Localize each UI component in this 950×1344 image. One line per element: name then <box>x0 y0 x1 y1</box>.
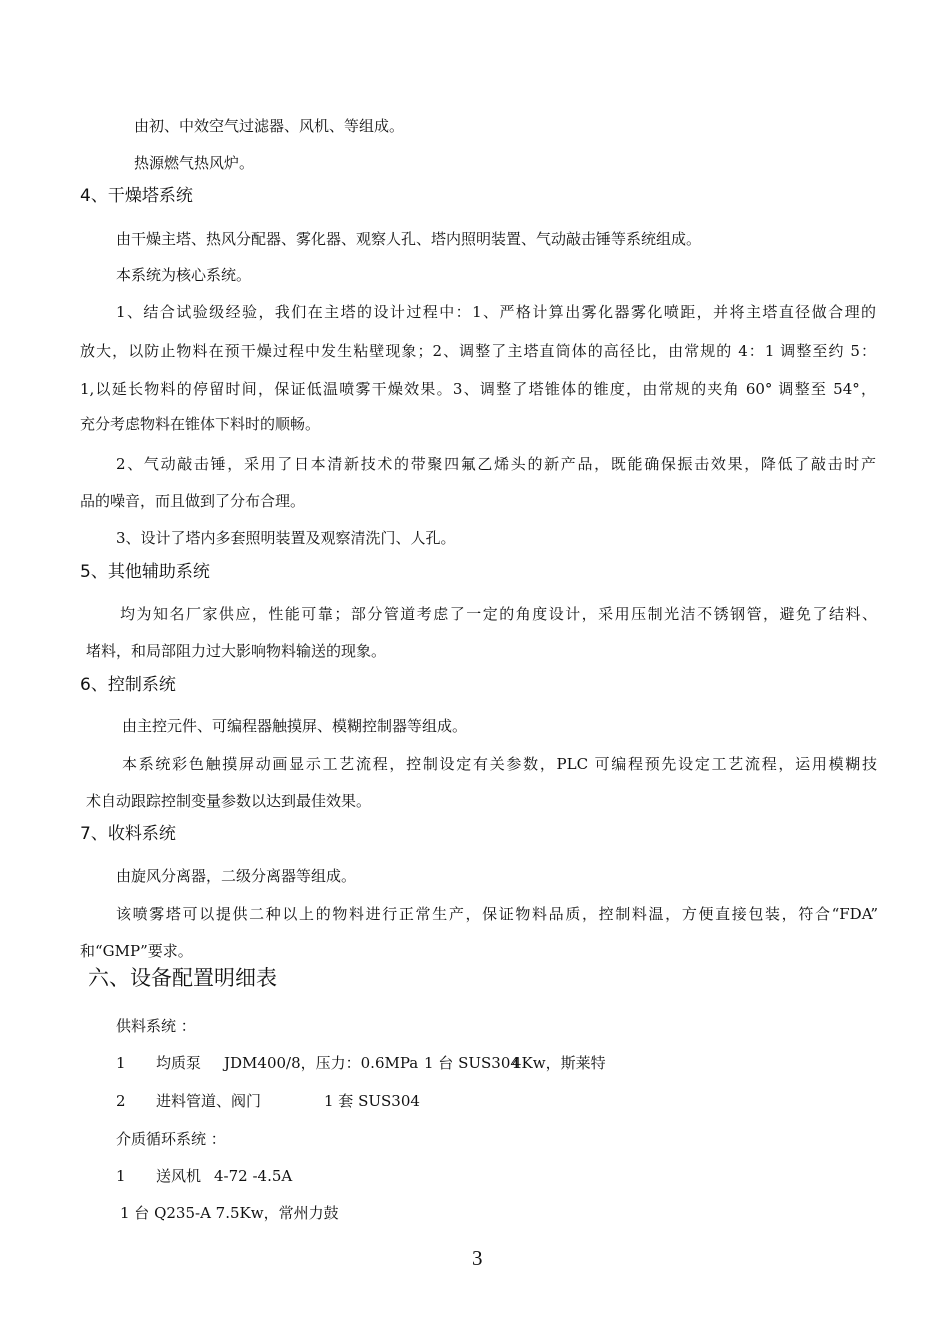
item-number: 1 <box>116 1167 126 1185</box>
item-quantity: 1 台 SUS304 <box>424 1054 520 1072</box>
section-4-title: 4、干燥塔系统 <box>80 186 193 206</box>
equipment-row-2 <box>116 1091 420 1111</box>
s4-paragraph-2: 本系统为核心系统。 <box>116 266 252 284</box>
s4-paragraph-3-line-3: 1,以延长物料的停留时间，保证低温喷雾干燥效果。3、调整了塔锥体的锥度，由常规的夹角 60° 调整至 54°， <box>80 380 876 398</box>
s7-paragraph-2-line-1: 该喷雾塔可以提供二种以上的物料进行正常生产，保证物料品质，控制料温，方便直接包装，符合“FDA” <box>116 905 878 923</box>
section-6-title: 6、控制系统 <box>80 675 176 695</box>
equipment-row-3-detail: 1 台 Q235-A 7.5Kw，常州力鼓 <box>120 1204 339 1222</box>
item-name: 进料管道、阀门 <box>156 1092 262 1110</box>
s6-paragraph-2-line-1: 本系统彩色触摸屏动画显示工艺流程，控制设定有关参数，PLC 可编程预先设定工艺流程，运用模糊技 <box>122 755 877 773</box>
section-7-title: 7、收料系统 <box>80 824 176 844</box>
section-six-title: 六、设备配置明细表 <box>88 966 277 990</box>
item-number: 1 <box>116 1054 126 1072</box>
section-5-title: 5、其他辅助系统 <box>80 562 210 582</box>
s4-paragraph-3-line-2: 放大，以防止物料在预干燥过程中发生粘壁现象；2、调整了主塔直筒体的高径比，由常规的 4：1 调整至约 5： <box>80 342 876 360</box>
item-spec: 4-72 -4.5A <box>214 1167 293 1185</box>
s4-paragraph-3-line-4: 充分考虑物料在锥体下料时的顺畅。 <box>80 415 321 433</box>
medium-system-label: 介质循环系统 ： <box>116 1130 226 1148</box>
item-power: 4Kw，斯莱特 <box>512 1054 606 1072</box>
item-name: 均质泵 <box>156 1054 202 1072</box>
s4-paragraph-5: 3、设计了塔内多套照明装置及观察清洗门、人孔。 <box>116 529 456 547</box>
item-number: 2 <box>116 1092 126 1110</box>
item-name: 送风机 <box>156 1167 202 1185</box>
supply-system-label: 供料系统 ： <box>116 1017 196 1035</box>
s4-paragraph-3-line-1: 1、结合试验级经验，我们在主塔的设计过程中：1、严格计算出雾化器雾化喷距，并将主塔直径做合理的 <box>116 303 876 321</box>
s6-paragraph-1: 由主控元件、可编程器触摸屏、模糊控制器等组成。 <box>122 717 468 735</box>
s6-paragraph-2-line-2: 术自动跟踪控制变量参数以达到最佳效果。 <box>86 792 372 810</box>
page-number: 3 <box>472 1246 483 1270</box>
s5-paragraph-line-2: 堵料，和局部阻力过大影响物料输送的现象。 <box>86 642 387 660</box>
supply-air-desc: 由初、中效空气过滤器、风机、等组成。 <box>134 117 405 135</box>
item-quantity: 1 套 SUS304 <box>324 1092 420 1110</box>
item-spec: JDM400/8，压力：0.6MPa <box>224 1054 419 1072</box>
s4-paragraph-4-line-1: 2、气动敲击锤，采用了日本清新技术的带聚四氟乙烯头的新产品，既能确保振击效果，降低了敲击时产 <box>116 455 876 473</box>
equipment-row-3 <box>116 1166 292 1186</box>
s7-paragraph-1: 由旋风分离器，二级分离器等组成。 <box>116 867 357 885</box>
s4-paragraph-4-line-2: 品的噪音，而且做到了分布合理。 <box>80 492 306 510</box>
s4-paragraph-1: 由干燥主塔、热风分配器、雾化器、观察人孔、塔内照明装置、气动敲击锤等系统组成。 <box>116 230 702 248</box>
equipment-row-1 <box>116 1053 606 1073</box>
s5-paragraph-line-1: 均为知名厂家供应，性能可靠；部分管道考虑了一定的角度设计，采用压制光洁不锈钢管，避免了结料、 <box>120 605 877 623</box>
heat-source: 热源燃气热风炉。 <box>134 154 255 172</box>
s7-paragraph-2-line-2: 和“GMP”要求。 <box>80 942 193 960</box>
